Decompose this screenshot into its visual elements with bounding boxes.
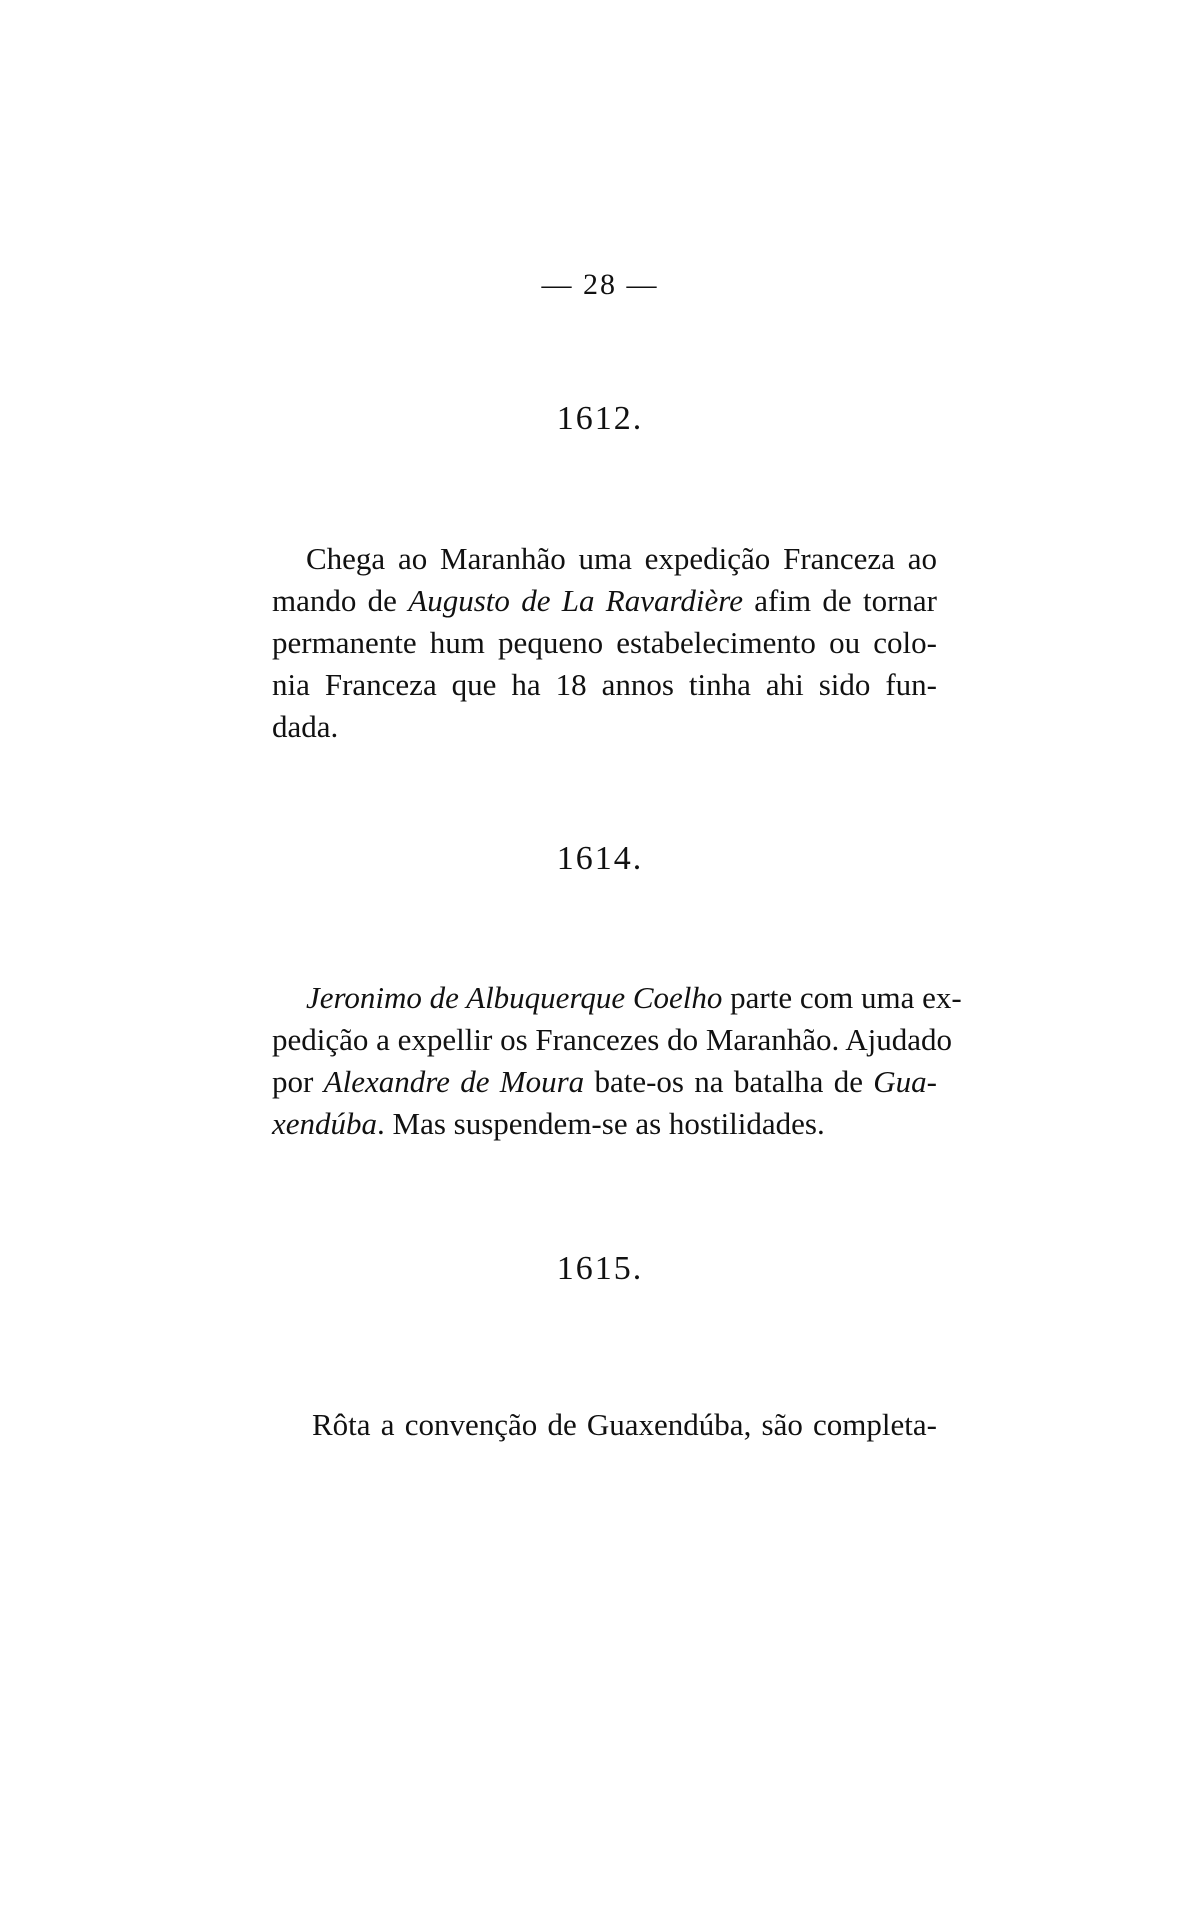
year-heading-1615: 1615.	[556, 1250, 644, 1287]
text-line: xendúba. Mas suspendem-se as hostilidades.	[272, 1106, 825, 1141]
person-name: Jeronimo de Albuquerque Coelho	[306, 980, 723, 1015]
text-line: por Alexandre de Moura bate-os na batalha de Gua-	[272, 1064, 937, 1099]
paragraph-1612	[272, 538, 937, 748]
text-line: permanente hum pequeno estabelecimento ou colo-	[272, 625, 937, 660]
text-line: dada.	[272, 709, 339, 744]
text-line: nia Franceza que ha 18 annos tinha ahi sido fun-	[272, 667, 937, 702]
place-name: Gua-	[873, 1064, 937, 1099]
place-name: xendúba	[272, 1106, 378, 1141]
text-line: Chega ao Maranhão uma expedição Franceza ao	[306, 541, 937, 576]
text-line: mando de Augusto de La Ravardière afim de tornar	[272, 583, 937, 618]
text-line: pedição a expellir os Francezes do Maranhão. Ajudado	[272, 1022, 953, 1057]
year-heading-1612: 1612.	[556, 400, 644, 437]
person-name: Alexandre de Moura	[323, 1064, 585, 1099]
year-heading-1614: 1614.	[556, 840, 644, 877]
person-name: Augusto de La Ravardière	[408, 583, 743, 618]
text-line: Rôta a convenção de Guaxendúba, são completa-	[312, 1407, 937, 1442]
paragraph-1615	[272, 1404, 937, 1446]
page-number: — 28 —	[541, 268, 659, 301]
paragraph-1614	[272, 977, 962, 1145]
text-line: Jeronimo de Albuquerque Coelho parte com uma ex-	[306, 980, 962, 1015]
